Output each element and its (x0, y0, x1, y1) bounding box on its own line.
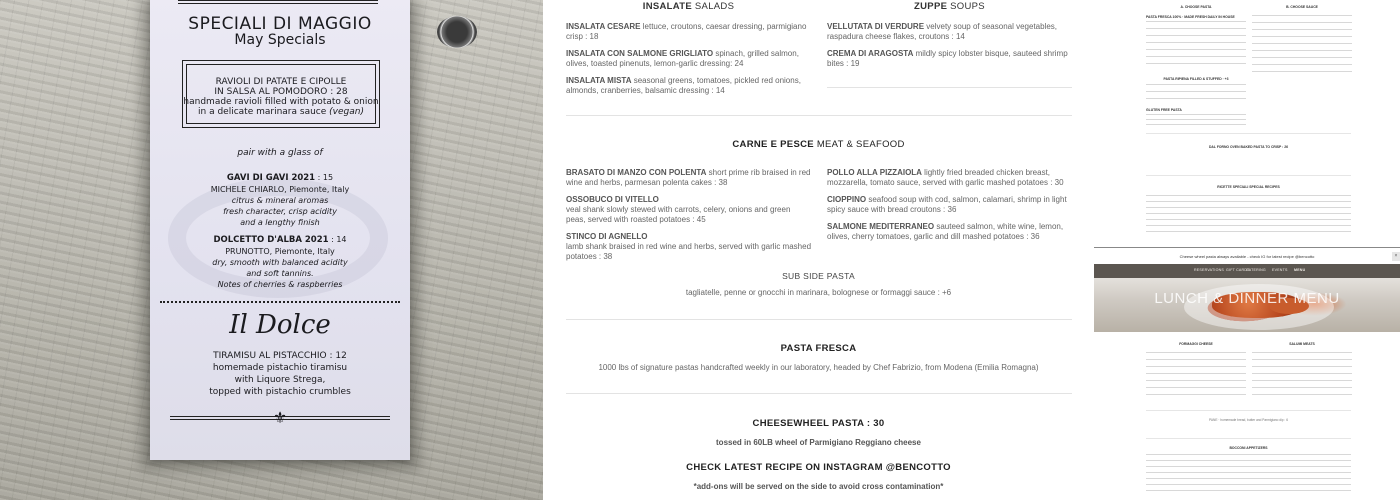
item-desc: seafood soup with cod, salmon, calamari, shrimp in light spicy sauce with bread croutons : 36 (827, 195, 1067, 214)
wine-1 (150, 172, 410, 228)
special-desc-1: handmade ravioli filled with potato & onion (183, 97, 379, 107)
item-desc: velvety soup of seasonal vegetables, raspadura cheese flakes, croutons : 14 (827, 22, 1058, 41)
special-price: : 28 (330, 87, 348, 97)
soups-section (827, 2, 1072, 76)
wine-1-price: : 15 (317, 173, 334, 182)
item-name: CIOPPINO (827, 195, 867, 204)
card-top-rule (178, 0, 378, 4)
mini-heading: RICETTE SPECIALI SPECIAL RECIPES (1217, 185, 1280, 189)
sticker-icon (437, 16, 477, 48)
meat-fish-title-light: MEAT & SEAFOOD (813, 139, 905, 150)
mini-list-lines (1146, 195, 1351, 235)
dolce-price: : 12 (329, 351, 347, 361)
ricette-speciali (1146, 185, 1351, 237)
salads-title-light: SALADS (691, 1, 735, 12)
sub-side-title: SUB SIDE PASTA (782, 271, 855, 281)
special-name-2-row (183, 87, 379, 97)
pane-line (1146, 418, 1351, 424)
wine-2-line: Notes of cherries & raspberries (217, 280, 343, 289)
close-icon[interactable]: × (1392, 252, 1400, 261)
dolce-line: homemade pistachio tiramisu (212, 363, 348, 373)
mini-list-lines (1146, 84, 1246, 102)
mini-list-lines (1146, 352, 1246, 396)
divider (827, 87, 1072, 88)
nav-item[interactable]: GIFT CARDS (1226, 268, 1250, 272)
item-name: INSALATA MISTA (566, 76, 632, 85)
salads-title (566, 2, 811, 12)
item-name: VELLUTATA DI VERDURE (827, 22, 925, 31)
cheesewheel-text: tossed in 60LB wheel of Parmigiano Reggiano cheese (716, 438, 921, 447)
salads-title-bold: INSALATE (642, 1, 692, 12)
divider (566, 319, 1072, 320)
website-thumbnails (1094, 0, 1400, 500)
list-item (827, 168, 1072, 188)
nav-item[interactable]: MENU (1294, 268, 1306, 272)
nav-item[interactable]: RESERVATIONS (1194, 268, 1224, 272)
list-item (566, 49, 811, 69)
soups-title-bold: ZUPPE (914, 1, 948, 12)
dolce-title: Il Dolce (229, 310, 331, 340)
pair-text: pair with a glass of (237, 148, 323, 158)
item-desc: sauteed salmon, white wine, lemon, olives, cherry tomatoes, garlic and dill mashed potatoes : 36 (827, 222, 1064, 241)
mini-list-lines (1146, 454, 1351, 494)
meat-fish-left (566, 168, 811, 269)
sub-side-text: tagliatelle, penne or gnocchi in marinara, bolognese or formaggi sauce : +6 (685, 288, 952, 297)
salumi-column (1252, 342, 1352, 398)
specials-heading-en: May Specials (234, 32, 326, 48)
wine-2-line: and soft tannins. (246, 269, 314, 278)
item-desc: lightly fried breaded chicken breast, mozzarella, tomato sauce, served with garlic mashed potatoes : 30 (827, 168, 1064, 187)
dolce-item (150, 350, 410, 398)
dolce-line: topped with pistachio crumbles (209, 387, 351, 397)
divider (566, 393, 1072, 394)
dolce-line: with Liquore Strega, (234, 375, 326, 385)
choose-pasta-column (1146, 5, 1246, 129)
list-item (566, 76, 811, 96)
wine-1-line: MICHELE CHIARLO, Piemonte, Italy (210, 185, 350, 194)
salads-section (566, 2, 811, 103)
meat-fish-right (827, 168, 1072, 249)
mini-list-lines (1252, 15, 1352, 75)
list-item (827, 195, 1072, 215)
bocconi-section (1146, 446, 1351, 496)
menu-text-panel (543, 0, 1094, 500)
mini-heading: DAL FORNO OVEN BAKED PASTA TO CRISP : 26 (1208, 145, 1289, 149)
item-name: STINCO DI AGNELLO (566, 232, 648, 241)
wine-1-line: citrus & mineral aromas (231, 196, 329, 205)
wine-2-line: dry, smooth with balanced acidity (212, 258, 348, 267)
pasta-fresca-text: 1000 lbs of signature pastas handcrafted weekly in our laboratory, headed by Chef Fabrizio, from Modena (Emilia Romagna) (598, 363, 1039, 372)
mini-heading: PASTA RIPIENA FILLED & STUFFED · +3 (1163, 77, 1229, 82)
wine-2-price: : 14 (331, 235, 347, 244)
mini-heading: A. CHOOSE PASTA (1180, 5, 1212, 9)
mini-heading: B. CHOOSE SAUCE (1286, 5, 1318, 9)
wine-1-line: fresh character, crisp acidity (223, 207, 337, 216)
item-name: OSSOBUCO DI VITELLO (566, 195, 659, 204)
soups-title (827, 2, 1072, 12)
divider (1146, 175, 1351, 176)
site-nav (1094, 264, 1400, 278)
nav-item[interactable]: CATERING (1246, 268, 1266, 272)
special-desc-2: in a delicate marinara sauce (198, 107, 327, 117)
list-item (566, 232, 811, 262)
list-item (566, 195, 811, 225)
list-item (827, 22, 1072, 42)
soups-title-light: SOUPS (947, 1, 985, 12)
formaggi-column (1146, 342, 1246, 398)
divider (1146, 438, 1351, 439)
item-name: INSALATA CON SALMONE GRIGLIATO (566, 49, 714, 58)
wine-2 (150, 234, 410, 290)
mini-text: PANE · homemade bread, butter and Parmigiano dip : 6 (1209, 418, 1288, 422)
meat-fish-title-bold: CARNE E PESCE (732, 139, 814, 150)
mini-heading: SALUMI MEATS (1289, 342, 1315, 346)
choose-sauce-column (1252, 5, 1352, 77)
item-name: CREMA DI ARAGOSTA (827, 49, 914, 58)
instagram-callout: CHECK LATEST RECIPE ON INSTAGRAM @BENCOTTO (686, 462, 951, 473)
wine-1-line: and a lengthy finish (240, 218, 320, 227)
dotted-divider (160, 301, 400, 303)
list-item (566, 168, 811, 188)
item-name: BRASATO DI MANZO CON POLENTA (566, 168, 707, 177)
addons-note: *add-ons will be served on the side to avoid cross contamination* (693, 482, 944, 491)
mini-heading: PASTA FRESCA 100% · MADE FRESH DAILY IN HOUSE (1146, 15, 1235, 20)
mini-list-lines (1146, 114, 1246, 128)
item-desc: lettuce, croutons, caesar dressing, parmigiano crisp : 18 (566, 22, 807, 41)
nav-item[interactable]: EVENTS (1272, 268, 1288, 272)
list-item (827, 49, 1072, 69)
list-item (827, 222, 1072, 242)
fleur-de-lis-icon: ⚜ (272, 408, 288, 427)
item-desc: seasonal greens, tomatoes, pickled red onions, almonds, cranberries, balsamic dressing : 14 (566, 76, 801, 95)
item-name: POLLO ALLA PIZZAIOLA (827, 168, 922, 177)
mini-list-lines (1252, 352, 1352, 396)
pasta-fresca-title: PASTA FRESCA (780, 343, 857, 354)
hero-banner (1094, 278, 1400, 332)
divider (1146, 133, 1351, 134)
specials-card (150, 0, 410, 460)
special-name-2: IN SALSA AL POMODORO (214, 87, 328, 97)
dal-forno (1146, 145, 1351, 151)
special-desc-2-row (183, 107, 379, 117)
item-desc: mildly spicy lobster bisque, sauteed shrimp bites : 19 (827, 49, 1068, 68)
special-tag: (vegan) (329, 107, 364, 117)
menu-photo (0, 0, 543, 500)
cheesewheel-title: CHEESEWHEEL PASTA : 30 (752, 418, 885, 429)
mini-heading: FORMAGGI CHEESE (1179, 342, 1213, 346)
item-desc: short prime rib braised in red wine and herbs, parmesan polenta cakes : 38 (566, 168, 811, 187)
divider (566, 115, 1072, 116)
list-item (566, 22, 811, 42)
mini-list-lines (1146, 21, 1246, 69)
item-name: INSALATA CESARE (566, 22, 641, 31)
specials-heading-it: SPECIALI DI MAGGIO (188, 14, 372, 34)
item-name: SALMONE MEDITERRANEO (827, 222, 935, 231)
special-name-1: RAVIOLI DI PATATE E CIPOLLE (215, 77, 347, 87)
item-desc: veal shank slowly stewed with carrots, celery, onions and green peas, served with roasted potatoes : 45 (566, 205, 791, 224)
wine-2-line: PRUNOTTO, Piemonte, Italy (225, 247, 335, 256)
special-box (182, 60, 380, 128)
notice-bar: Cheese wheel pasta always available - check IG for latest recipe @bencotto (1094, 250, 1400, 264)
hero-title: LUNCH & DINNER MENU (1154, 290, 1340, 307)
meat-fish-title (543, 139, 1094, 150)
wine-2-name: DOLCETTO D'ALBA 2021 (213, 235, 329, 245)
divider (1146, 410, 1351, 411)
item-desc: lamb shank braised in red wine and herbs, served with garlic mashed potatoes : 38 (566, 242, 812, 261)
wine-1-name: GAVI DI GAVI 2021 (226, 173, 316, 183)
thumbnail-divider (1094, 247, 1400, 248)
mini-heading: BOCCONI APPETIZERS (1229, 446, 1268, 450)
item-desc: spinach, grilled salmon, olives, toasted pinenuts, lemon-garlic dressing: 24 (566, 49, 799, 68)
mini-heading: GLUTEN FREE PASTA (1146, 107, 1182, 112)
dolce-name: TIRAMISU AL PISTACCHIO (213, 351, 327, 361)
